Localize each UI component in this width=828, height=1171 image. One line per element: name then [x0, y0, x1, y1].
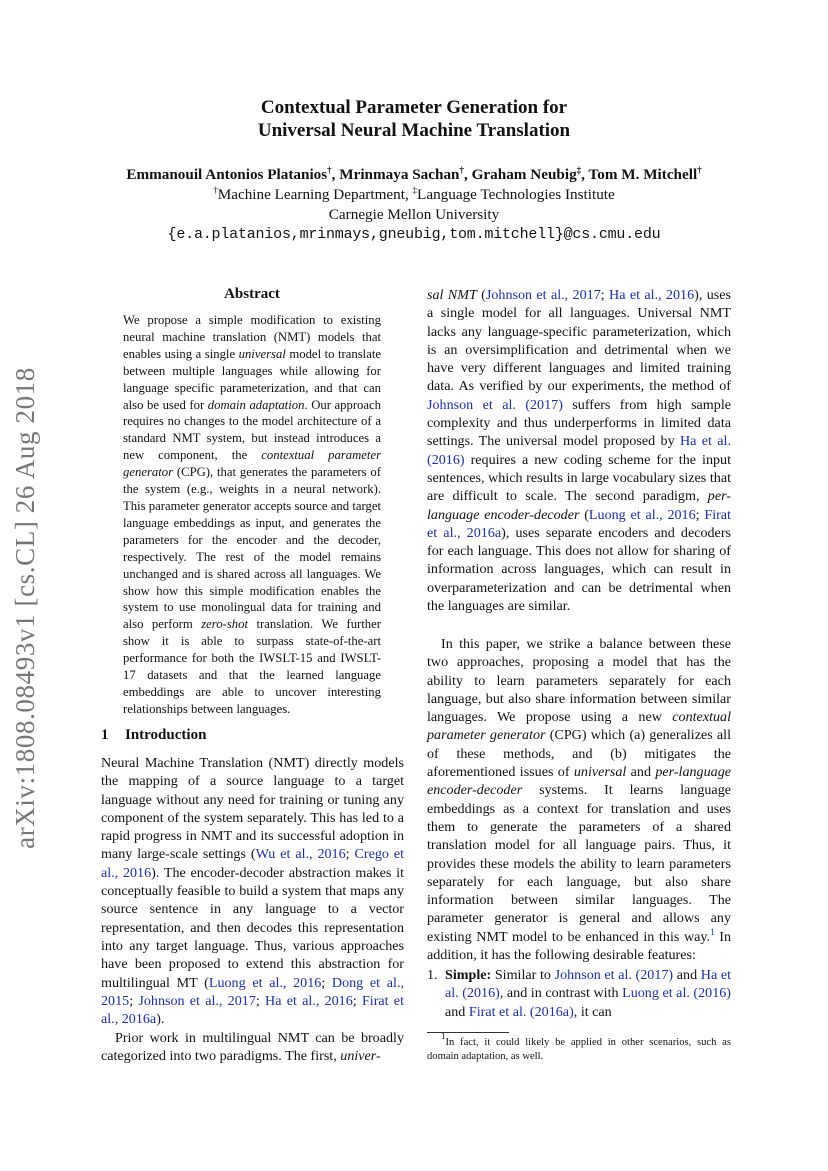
citation-link[interactable]: Luong et al. (2016)	[622, 985, 732, 1002]
author-name: Mrinmaya Sachan	[339, 166, 460, 183]
list-item: 1. Simple: Similar to Johnson et al. (2017) and Ha et al. (2016), and in contrast with Luong et al. (2016) and Firat et al. (2016a), it can	[427, 967, 732, 1020]
footnote-divider	[427, 1032, 509, 1033]
footnote-link[interactable]: 1	[710, 926, 715, 937]
citation-link[interactable]: (2016)	[427, 451, 465, 468]
author-name: Tom M. Mitchell	[588, 166, 698, 183]
citation-link[interactable]: (2017)	[525, 396, 563, 413]
citation-link[interactable]: Firat et al. (2016a)	[468, 1003, 574, 1020]
citation-link[interactable]: Ha et al.	[679, 433, 731, 450]
footnote-mark: 1	[441, 1031, 446, 1041]
abstract-text: We propose a simple modification to existing neural machine translation (NMT) models that enables using a single universal model to translate between multiple languages while allowing for language specific parameterization, and that can also be used for domain adaptation. Our approach requires no changes to the model architecture of a standard NMT system, but instead introduces a new component, the contextual parameter generator (CPG), that generates the parameters of the system (e.g., weights in a neural network). This parameter generator accepts source and target language embeddings as input, and generates the parameters for the encoder and the decoder, respectively. The rest of the model remains unchanged and is shared across all languages. We show how this simple modification enables the system to use monolingual data for training and also perform zero-shot translation. We further show it is able to surpass state-of-the-art performance for both the IWSLT-15 and IWSLT-17 datasets and that the learned language embeddings are able to uncover interesting relationships between languages.	[123, 313, 382, 716]
university: Carnegie Mellon University	[328, 206, 500, 223]
section-number: 1	[101, 727, 109, 743]
author-emails[interactable]: {e.a.platanios,mrinmays,gneubig,tom.mitchell}@cs.cmu.edu	[167, 226, 661, 243]
citation-link[interactable]: Luong et al., 2016	[588, 506, 696, 523]
section-heading-introduction	[101, 727, 206, 744]
author-block	[0, 165, 828, 245]
list-number: 1.	[427, 967, 438, 983]
citation-link[interactable]: Johnson et al., 2017	[138, 992, 256, 1009]
author-name: Emmanouil Antonios Platanios	[126, 166, 328, 183]
intro-paragraph-2-continued: sal NMT (Johnson et al., 2017; Ha et al., 2016), uses a single model for all languages. Universal NMT lacks any language-specific parameterization, which is an oversimplification and detrimental when we have very different languages and limited training data. As verified by our experiments, the method of Johnson et al. (2017) suffers from high sample complexity and thus underperforms in limited data settings. The universal model proposed by Ha et al. (2016) requires a new coding scheme for the input sentences, which results in large vocabulary sizes that are difficult to scale. The second paradigm, per-language encoder-decoder (Luong et al., 2016; Firat et al., 2016a), uses separate encoders and decoders for each language. This does not allow for sharing of information across languages, which can result in overparameterization and can be detrimental when the languages are similar.	[427, 287, 731, 615]
title-line-2: Universal Neural Machine Translation	[257, 120, 571, 141]
citation-link[interactable]: Wu et al., 2016	[255, 846, 346, 863]
arxiv-identifier: arXiv:1808.08493v1 [cs.CL] 26 Aug 2018	[10, 367, 40, 849]
section-title: Introduction	[125, 727, 207, 743]
author-name: Graham Neubig	[471, 166, 577, 183]
footnote	[427, 1031, 731, 1064]
title-line-1: Contextual Parameter Generation for	[260, 97, 568, 118]
intro-paragraph-2: Prior work in multilingual NMT can be broadly categorized into two paradigms. The first, univer-	[101, 1030, 404, 1065]
citation-link[interactable]: Luong et al., 2016	[208, 974, 322, 991]
abstract-heading: Abstract	[224, 286, 280, 302]
citation-link[interactable]: Johnson et al. (2017)	[554, 967, 674, 983]
citation-link[interactable]: Ha et al., 2016	[265, 992, 353, 1009]
intro-paragraph-1: Neural Machine Translation (NMT) directly models the mapping of a source language to a target language without any need for training or tuning any component of the system separately. This has led to a rapid progress in NMT and its successful adoption in many large-scale settings (Wu et al., 2016; Crego et al., 2016). The encoder-decoder abstraction makes it conceptually feasible to build a system that maps any source sentence in any language to a vector representation, and then decodes this representation into any target language. Thus, various approaches have been proposed to extend this abstraction for multilingual MT (Luong et al., 2016; Dong et al., 2015; Johnson et al., 2017; Ha et al., 2016; Firat et al., 2016a).	[101, 755, 404, 1028]
citation-link[interactable]: Crego et al., 2016	[101, 846, 404, 881]
abstract	[123, 286, 381, 718]
citation-link[interactable]: Johnson et al., 2017	[485, 287, 601, 303]
affiliations: †Machine Learning Department, ‡Language Technologies Institute	[213, 185, 615, 203]
citation-link[interactable]: Firat et al., 2016a	[101, 992, 404, 1028]
feature-list	[427, 966, 731, 1021]
citation-link[interactable]: Ha et al. (2016)	[445, 967, 732, 1002]
paper-title	[0, 96, 828, 142]
citation-link[interactable]: Ha et al., 2016	[609, 287, 695, 303]
author-names: Emmanouil Antonios Platanios†, Mrinmaya Sachan†, Graham Neubig‡, Tom M. Mitchell†	[126, 165, 702, 183]
footnote-text: In fact, it could likely be applied in other scenarios, such as domain adaptation, as well.	[427, 1037, 731, 1062]
citation-link[interactable]: Firat et al., 2016a	[427, 506, 731, 541]
citation-link[interactable]: Johnson et al.	[427, 396, 516, 413]
intro-paragraph-3: In this paper, we strike a balance between these two approaches, proposing a model that has the ability to learn parameters separately for each language, but also share information between similar languages. We propose using a new contextual parameter generator (CPG) which (a) generalizes all of these methods, and (b) mitigates the aforementioned issues of universal and per-language encoder-decoder systems. It learns language embeddings as a context for translation and uses them to generate the parameters of a shared translation model for all language pairs. Thus, it provides these models the ability to learn parameters separately for each language, but also share information between similar languages. The parameter generator is general and allows any existing NMT model to be enhanced in this way.$^1$ In addition, it has the following desirable features:	[427, 636, 731, 964]
citation-link[interactable]: Dong et al., 2015	[101, 974, 404, 1009]
